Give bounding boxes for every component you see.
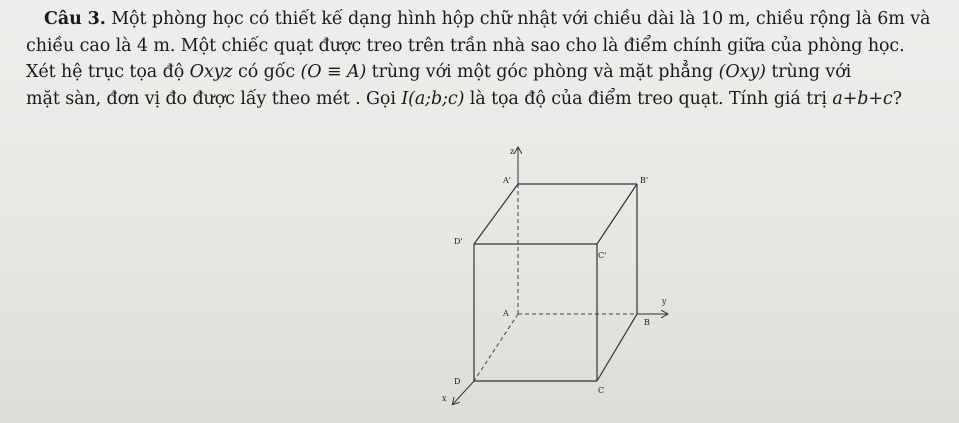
label-A1: A' [503,176,511,185]
label-x: x [442,394,447,403]
coordinate-system: Oxyz [189,62,233,82]
question-label: Câu 3. [44,9,106,29]
plane-expression: (Oxy) [718,62,766,82]
label-C: C [598,386,605,395]
label-D: D [454,377,461,386]
problem-line-3: Xét hệ trục tọa độ Oxyz có gốc (O ≡ A) trùng với một góc phòng và mặt phẳng (Oxy) trùng với [26,62,852,82]
problem-line-2: chiều cao là 4 m. Một chiếc quạt được treo trên trần nhà sao cho là điểm chính giữa của phòng học. [26,35,905,56]
label-A: A [503,309,509,318]
problem-line-1: Câu 3. Một phòng học có thiết kế dạng hình hộp chữ nhật với chiều dài là 10 m, chiều rộng là 6m và [44,9,931,29]
sum-expression: a+b+c [832,88,893,109]
edge-B1-C1 [597,184,637,244]
label-z: z [510,147,515,156]
label-D1: D' [454,237,463,246]
label-C1: C' [598,251,607,260]
label-B: B [644,318,650,327]
edge-A1-D1 [474,184,518,244]
edge-C-B [597,314,637,381]
origin-expression: (O ≡ A) [300,62,367,82]
label-y: y [662,297,667,306]
edge-A-D [474,314,518,381]
label-B1: B' [640,176,649,185]
point-expression: I(a;b;c) [401,88,465,109]
problem-line-4: mặt sàn, đơn vị đo được lấy theo mét . Gọi I(a;b;c) là tọa độ của điểm treo quạt. Tính giá trị a+b+c? [26,88,902,109]
